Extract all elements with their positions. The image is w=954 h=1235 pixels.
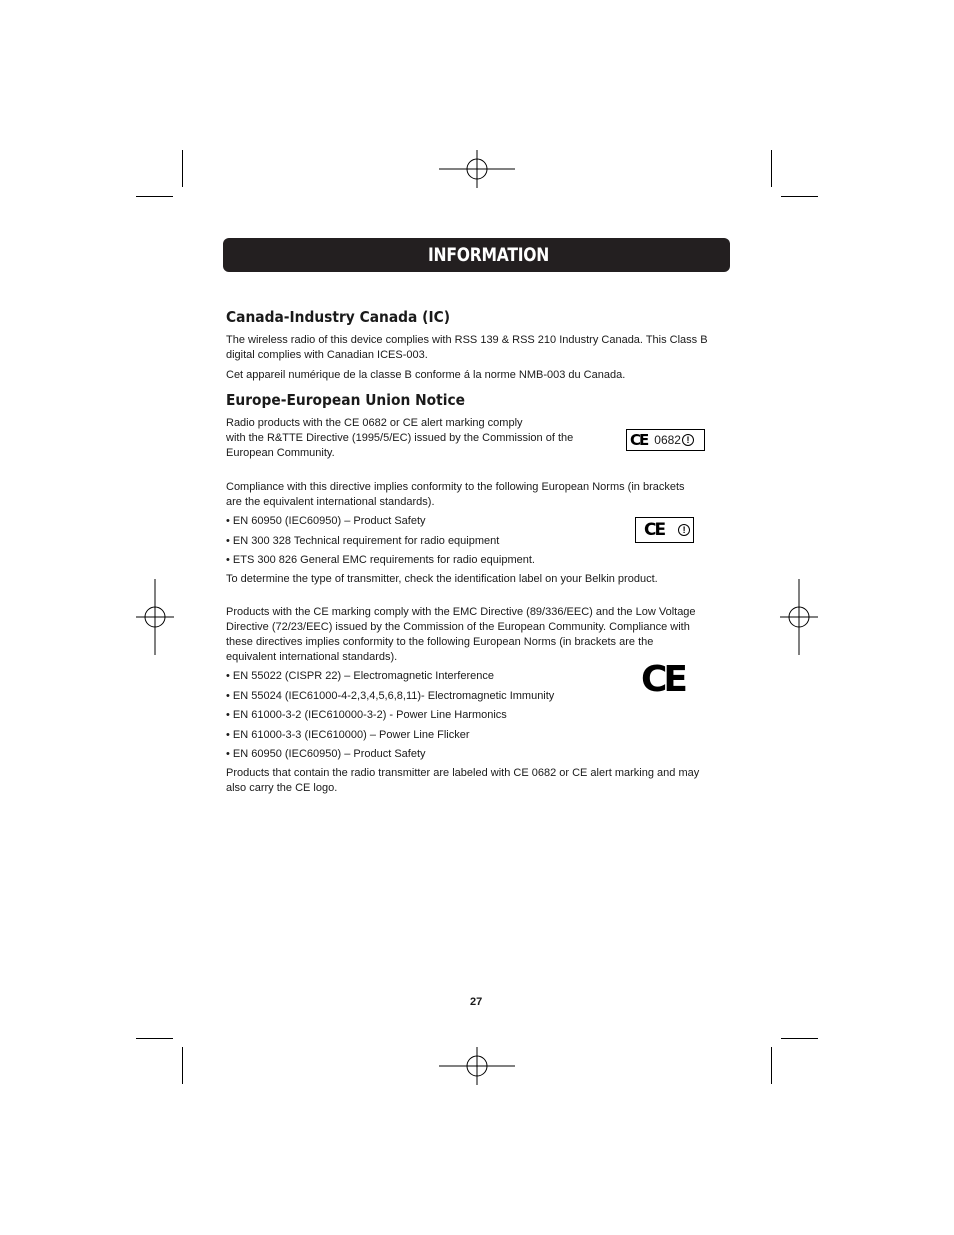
ce-icon: CE — [630, 431, 648, 449]
registration-mark-icon — [439, 150, 515, 188]
alert-icon: ! — [682, 434, 694, 446]
ce-icon: CE — [644, 520, 665, 540]
emc-paragraph — [226, 605, 696, 665]
ce-logo-icon: CE — [641, 659, 685, 700]
crop-mark — [182, 1047, 183, 1084]
crop-mark — [771, 150, 772, 187]
registration-mark-icon — [439, 1047, 515, 1085]
crop-mark — [182, 150, 183, 187]
registration-mark-icon — [780, 579, 818, 655]
europe-intro-paragraph — [226, 416, 573, 461]
canada-french-paragraph: Cet appareil numérique de la classe B conforme á la norme NMB-003 du Canada. — [226, 369, 626, 381]
crop-mark — [136, 1038, 173, 1039]
text-line: European Community. — [226, 447, 335, 459]
page-title: INFORMATION — [428, 244, 550, 266]
page-number: 27 — [470, 996, 483, 1008]
text-line: Products that contain the radio transmitter are labeled with CE 0682 or CE alert marking and may — [226, 767, 700, 779]
list-item: • EN 60950 (IEC60950) – Product Safety — [226, 515, 426, 527]
transmitter-note: To determine the type of transmitter, check the identification label on your Belkin product. — [226, 573, 658, 585]
list-item: • EN 55022 (CISPR 22) – Electromagnetic Interference — [226, 670, 494, 682]
text-line: are the equivalent international standards). — [226, 496, 435, 508]
ce-0682-alert-mark — [626, 429, 705, 451]
canada-paragraph — [226, 333, 708, 363]
compliance-paragraph — [226, 480, 685, 510]
text-line: Products with the CE marking comply with the EMC Directive (89/336/EEC) and the Low Voltage — [226, 606, 696, 618]
text-line: The wireless radio of this device complies with RSS 139 & RSS 210 Industry Canada. This Class B — [226, 334, 708, 346]
text-line: Compliance with this directive implies conformity to the following European Norms (in brackets — [226, 481, 685, 493]
crop-mark — [781, 196, 818, 197]
section-banner — [223, 238, 730, 272]
list-item: • EN 55024 (IEC61000-4-2,3,4,5,6,8,11)- Electromagnetic Immunity — [226, 690, 555, 702]
list-item: • EN 61000-3-3 (IEC610000) – Power Line Flicker — [226, 729, 470, 741]
crop-mark — [771, 1047, 772, 1084]
text-line: with the R&TTE Directive (1995/5/EC) issued by the Commission of the — [226, 432, 574, 444]
text-line: Radio products with the CE 0682 or CE alert marking comply — [226, 417, 523, 429]
text-line: digital complies with Canadian ICES-003. — [226, 349, 428, 361]
alert-icon: ! — [678, 524, 690, 536]
crop-mark — [136, 196, 173, 197]
text-line: equivalent international standards). — [226, 651, 398, 663]
list-item: • EN 61000-3-2 (IEC610000-3-2) - Power Line Harmonics — [226, 709, 507, 721]
crop-mark — [781, 1038, 818, 1039]
europe-heading: Europe-European Union Notice — [226, 391, 465, 409]
text-line: also carry the CE logo. — [226, 782, 338, 794]
text-line: these directives implies conformity to the following European Norms (in brackets are the — [226, 636, 654, 648]
notified-body-number: 0682 — [654, 433, 681, 447]
list-item: • ETS 300 826 General EMC requirements for radio equipment. — [226, 554, 535, 566]
ce-alert-mark — [635, 517, 694, 543]
list-item: • EN 60950 (IEC60950) – Product Safety — [226, 748, 426, 760]
text-line: Directive (72/23/EEC) issued by the Commission of the European Community. Compliance with — [226, 621, 690, 633]
registration-mark-icon — [136, 579, 174, 655]
list-item: • EN 300 328 Technical requirement for radio equipment — [226, 535, 500, 547]
closing-paragraph — [226, 766, 699, 796]
canada-heading: Canada-Industry Canada (IC) — [226, 308, 451, 326]
